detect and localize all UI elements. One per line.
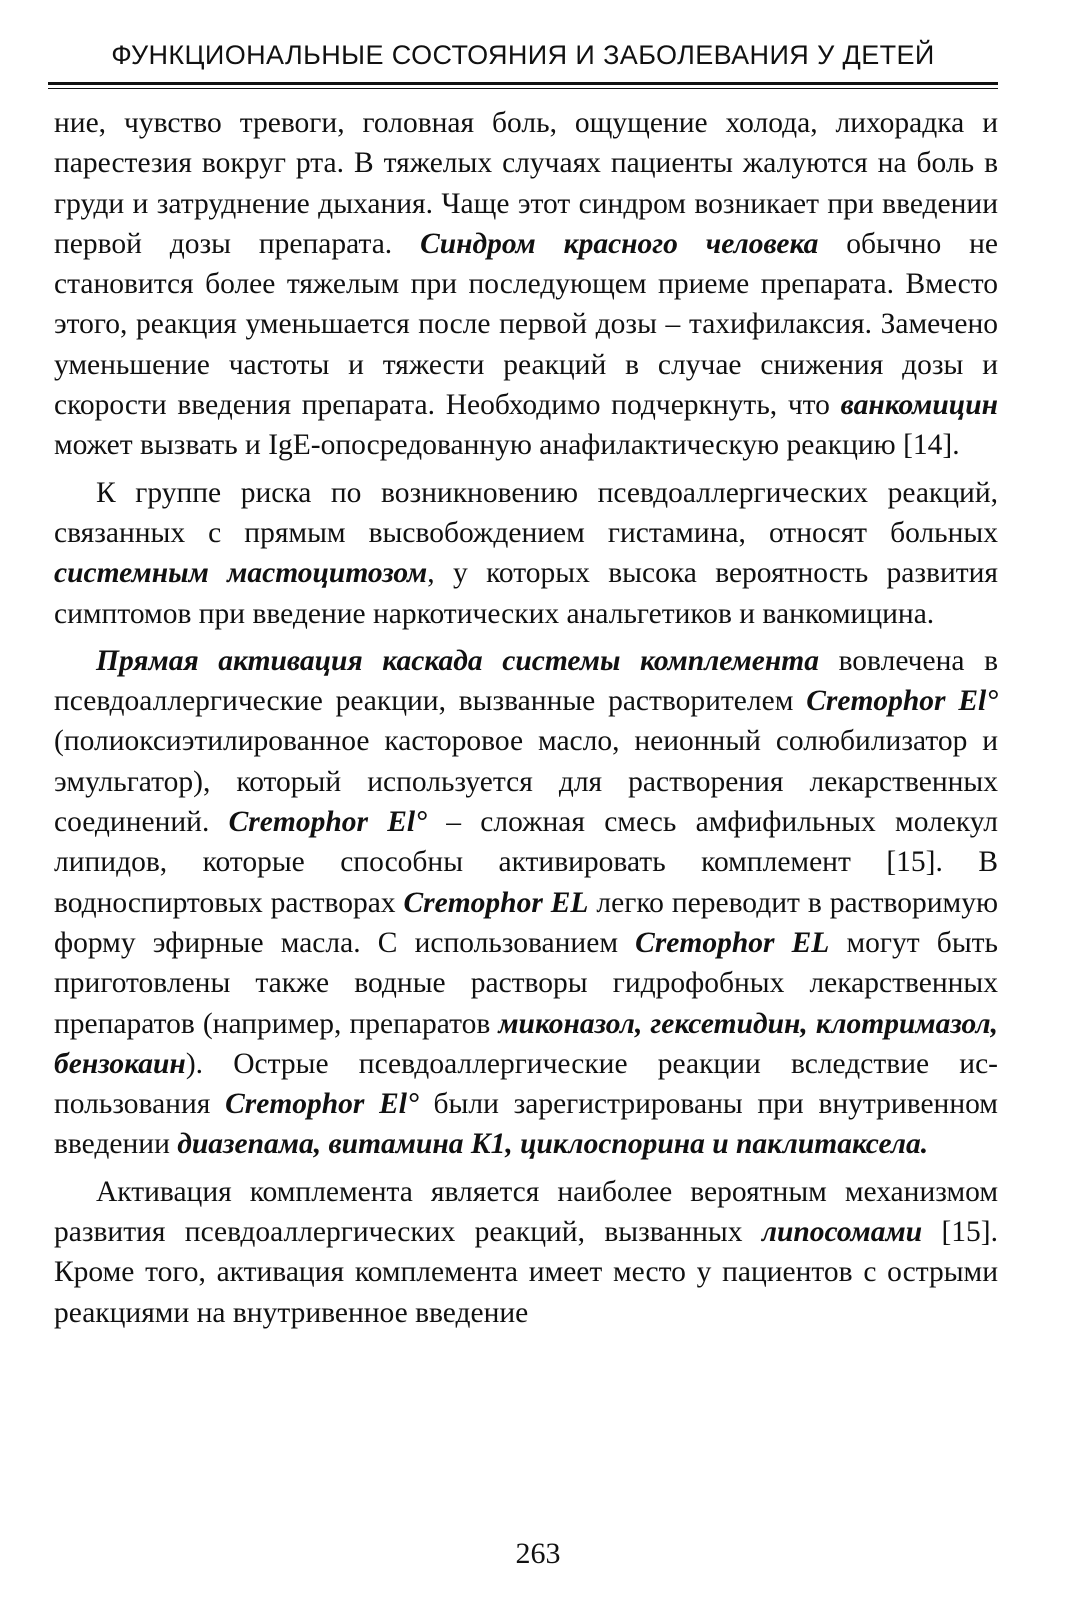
- emphasis-run: липосомами: [761, 1216, 923, 1249]
- text-run: [15]. Кроме того, активация комплемента имеет место у пациентов с острыми реакциями на внутривенное введение: [54, 1216, 998, 1329]
- paragraph-4: [54, 1172, 998, 1333]
- emphasis-run: Прямая активация каскада системы комплемента: [96, 644, 819, 677]
- text-run: , у которых высока вероятность развития симптомов при введение наркотических анальгетиков и ванкомицина.: [54, 557, 998, 630]
- emphasis-run: Cremophor EL: [403, 886, 589, 919]
- page-number: 263: [515, 1537, 561, 1570]
- paragraph-2: [54, 473, 998, 634]
- emphasis-run: системным мастоцитозом: [54, 557, 428, 590]
- text-run: К группе риска по возникновению псевдоаллергических реакций, связанных с прямым высвобождением гистамина, относят больных: [54, 476, 998, 549]
- text-run: может вызвать и IgE-опосредованную анафилактическую реакцию [14].: [54, 429, 960, 462]
- emphasis-run: диазепама, витамина K1, циклоспорина и паклитаксела.: [177, 1128, 929, 1161]
- header-rule-thin: [48, 88, 998, 89]
- text-run: (полиоксиэтилированное касторовое масло, неионный солюбилизатор и эмульгатор), который используется для растворения лекарственных соединений.: [54, 725, 998, 839]
- emphasis-run: Cremophor El°: [806, 685, 998, 718]
- emphasis-run: Cremophor El°: [228, 806, 427, 839]
- text-run: – сложная смесь амфифильных молекул липидов, которые способны активировать комплемент [15]. В водноспиртовых растворах: [54, 806, 998, 919]
- emphasis-run: Синдром красного человека: [420, 227, 819, 260]
- text-run: обычно не становится более тяжелым при последующем приеме препарата. Вместо этого, реакция уменьшается после первой дозы – тахифилаксия. Замечено уменьшение частоты и тяжести реакций в случае снижения дозы и скорости введения препарата. Необходимо подчеркнуть, что: [54, 227, 998, 422]
- emphasis-run: Cremophor EL: [635, 926, 830, 959]
- text-run: легко переводит в растворимую форму эфирные масла. С использованием: [54, 886, 999, 959]
- text-run: ние, чувство тревоги, головная боль, ощущение холода, лихорадка и парестезия вокруг рта. В тяжелых случаях пациенты жалуются на боль в груди и затруднение дыхания. Чаще этот синдром возникает при введении первой дозы препарата.: [54, 107, 998, 260]
- emphasis-run: миконазол, гексетидин, клотримазол, бензокаин: [54, 1007, 998, 1080]
- text-run: ). Острые псевдоаллергические реакции вследствие использования: [54, 1047, 998, 1121]
- text-run: Активация комплемента является наиболее вероятным механизмом развития псевдоаллергических реакций, вызванных: [54, 1175, 998, 1249]
- emphasis-run: Cremophor El°: [225, 1088, 419, 1121]
- paragraph-1: [54, 103, 998, 466]
- running-header: ФУНКЦИОНАЛЬНЫЕ СОСТОЯНИЯ И ЗАБОЛЕВАНИЯ У ДЕТЕЙ: [111, 40, 935, 70]
- body-text: [54, 103, 998, 1340]
- header-rule-thick: [48, 82, 998, 85]
- text-run: могут быть приготовлены также водные растворы гидрофобных лекарственных препаратов (например, препаратов: [54, 926, 998, 1040]
- paragraph-3: [54, 641, 998, 1165]
- text-run: вовлечена в псевдоаллергические реакции, вызванные растворителем: [54, 644, 999, 718]
- emphasis-run: ванкомицин: [840, 389, 998, 422]
- text-run: были зарегистрированы при внутривенном введении: [54, 1088, 998, 1161]
